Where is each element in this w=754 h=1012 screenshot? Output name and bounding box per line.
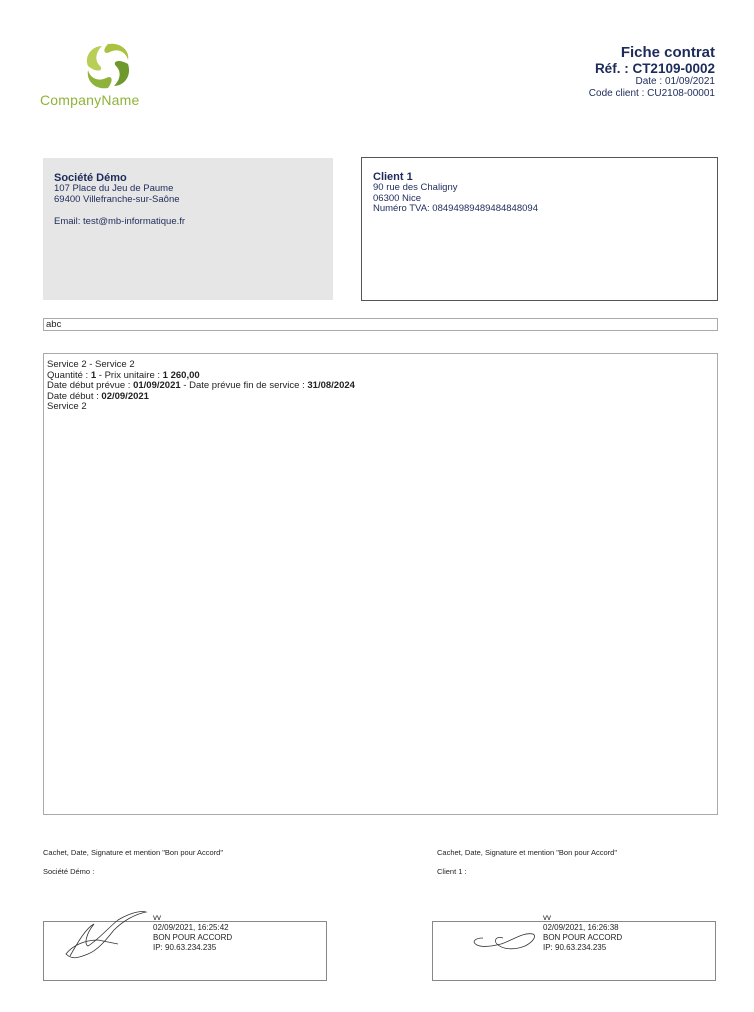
company-logo bbox=[40, 40, 180, 120]
sender-address-line2: 69400 Villefranche-sur-Saône bbox=[54, 193, 180, 205]
line-planned-start: 01/09/2021 bbox=[133, 380, 181, 391]
client-vat-number: Numéro TVA: 08494989489484848094 bbox=[373, 203, 538, 214]
sender-name: Société Démo bbox=[54, 172, 127, 184]
sender-address-box bbox=[43, 158, 333, 300]
client-address-line2: 06300 Nice bbox=[373, 192, 422, 204]
line-start-date: Date début : 02/09/2021 bbox=[47, 390, 149, 402]
line-quantity: 1 bbox=[90, 369, 97, 381]
line-start: 02/09/2021 bbox=[101, 390, 149, 402]
signature-ip-left: IP: 90.63.234.235 bbox=[153, 943, 217, 952]
signature-party-left: Société Démo : bbox=[43, 867, 95, 876]
sender-email: Email: test@mb-informatique.fr bbox=[54, 216, 186, 227]
signature-agreement-right: BON POUR ACCORD bbox=[543, 933, 623, 942]
signature-box-left bbox=[43, 913, 327, 981]
signature-mention-right: Cachet, Date, Signature et mention "Bon pour Accord" bbox=[437, 848, 618, 857]
signature-timestamp-right: 02/09/2021, 16:26:38 bbox=[543, 923, 619, 932]
client-code: Code client : CU2108-00001 bbox=[588, 88, 715, 99]
document-title-block bbox=[589, 45, 715, 100]
company-logo-icon bbox=[78, 40, 138, 92]
signature-scribble-left bbox=[58, 906, 158, 964]
signature-box-right bbox=[432, 913, 716, 981]
client-name: Client 1 bbox=[373, 171, 413, 183]
line-planned-end: 31/08/2024 bbox=[307, 380, 355, 391]
signature-ip-right: IP: 90.63.234.235 bbox=[543, 943, 607, 952]
line-planned-dates: Date début prévue : 01/09/2021 - Date prévue fin de service : 31/08/2024 bbox=[47, 380, 355, 391]
line-unit-price: 1 260,00 bbox=[162, 369, 200, 381]
line-quantity-price: Quantité : 1 - Prix unitaire : 1 260,00 bbox=[47, 369, 200, 381]
line-description: Service 2 bbox=[47, 401, 87, 412]
contract-lines-box bbox=[43, 353, 718, 815]
line-title: Service 2 - Service 2 bbox=[47, 359, 135, 370]
signature-initials-left: vv bbox=[153, 913, 161, 922]
sender-address-line1: 107 Place du Jeu de Paume bbox=[54, 183, 174, 194]
signature-mention-left: Cachet, Date, Signature et mention "Bon pour Accord" bbox=[43, 848, 224, 857]
signature-initials-right: vv bbox=[543, 913, 551, 922]
signature-timestamp-left: 02/09/2021, 16:25:42 bbox=[153, 923, 229, 932]
document-title: Fiche contrat bbox=[620, 44, 715, 61]
note-text: abc bbox=[46, 319, 62, 330]
client-address-line1: 90 rue des Chaligny bbox=[373, 182, 458, 193]
company-logo-name: CompanyName bbox=[40, 92, 140, 108]
document-date: Date : 01/09/2021 bbox=[635, 76, 715, 87]
note-box bbox=[43, 318, 718, 331]
signature-agreement-left: BON POUR ACCORD bbox=[153, 933, 233, 942]
signature-party-right: Client 1 : bbox=[437, 867, 467, 876]
document-reference: Réf. : CT2109-0002 bbox=[594, 61, 715, 76]
client-address-box bbox=[361, 157, 718, 301]
